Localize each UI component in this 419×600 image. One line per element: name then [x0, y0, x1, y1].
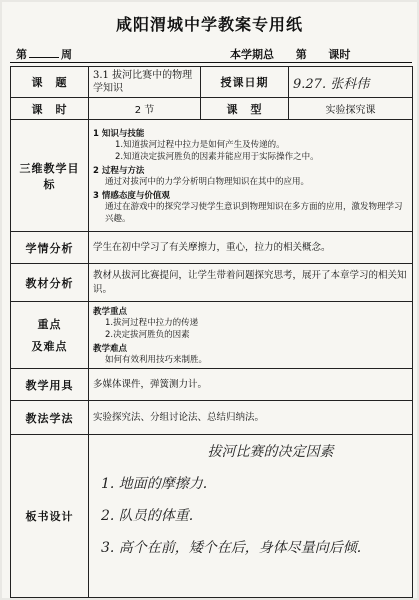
goal-3-text: 通过在游戏中的探究学习使学生意识到物理知识在多方面的应用，激发物理学习兴趣。 — [105, 202, 403, 224]
method-value: 实验探究法、分组讨论法、总结归纳法。 — [89, 401, 413, 435]
week-field — [16, 46, 72, 62]
board-line-2: 2. 队员的体重. — [101, 508, 194, 524]
week-blank — [29, 57, 59, 58]
method-row — [11, 401, 413, 435]
date-label: 授课日期 — [201, 67, 289, 98]
difficulty-title: 教学难点 — [93, 344, 128, 354]
class-suffix: 课时 — [328, 48, 351, 61]
material-label: 教材分析 — [11, 264, 89, 302]
type-label: 课 型 — [201, 98, 289, 120]
class-prefix: 第 — [295, 48, 307, 61]
learning-value: 学生在初中学习了有关摩擦力，重心，拉力的相关概念。 — [89, 232, 413, 264]
topic-value: 3.1 拔河比赛中的物理学知识 — [89, 67, 201, 98]
lesson-plan-table — [10, 66, 413, 598]
board-line-3: 3. 高个在前，矮个在后，身体尽量向后倾. — [101, 540, 362, 556]
hours-value: 2 节 — [89, 98, 201, 120]
lesson-count-field — [230, 46, 350, 62]
goals-label: 三维教学目 标 — [11, 120, 89, 232]
hours-row — [11, 98, 413, 120]
learning-row — [11, 232, 413, 264]
term-total-label: 本学期总 — [230, 48, 274, 61]
board-content — [89, 435, 413, 598]
goals-content — [89, 120, 413, 232]
material-row — [11, 264, 413, 302]
board-label: 板书设计 — [11, 435, 89, 598]
key-points-content — [89, 302, 413, 369]
topic-label: 课 题 — [11, 67, 89, 98]
key-points-row — [11, 302, 413, 369]
goal-1-title: 1 知识与技能 — [93, 129, 145, 139]
date-value: 9.27. 张科伟 — [289, 67, 413, 98]
header-rule — [10, 62, 412, 63]
hours-label: 课 时 — [11, 98, 89, 120]
board-title: 拔河比赛的决定因素 — [207, 444, 334, 460]
goal-1-item-2: 2.知道决定拔河胜负的因素并能应用于实际操作之中。 — [115, 152, 319, 162]
type-value: 实验探究课 — [289, 98, 413, 120]
tools-value: 多媒体课件，弹簧测力计。 — [89, 369, 413, 401]
difficulty-text: 如何有效利用技巧来制胜。 — [105, 355, 208, 365]
focus-item-1: 1.拔河过程中拉力的传递 — [105, 318, 199, 328]
key-label-line-1: 重点 — [37, 318, 62, 331]
goal-2-text: 通过对拔河中的力学分析明白物理知识在其中的应用。 — [105, 177, 310, 187]
lesson-plan-sheet — [2, 2, 417, 598]
week-suffix: 周 — [61, 48, 72, 61]
week-prefix: 第 — [16, 48, 27, 61]
key-points-label — [11, 302, 89, 369]
focus-title: 教学重点 — [93, 307, 128, 317]
goal-3-title: 3 情感态度与价值观 — [93, 191, 170, 201]
topic-row — [11, 67, 413, 98]
material-value: 教材从拔河比赛提问，让学生带着问题探究思考，展开了本章学习的相关知识。 — [89, 264, 413, 302]
board-row — [11, 435, 413, 598]
goal-1-item-1: 1.知道拔河过程中拉力是如何产生及传递的。 — [115, 140, 285, 150]
goal-2-title: 2 过程与方法 — [93, 166, 145, 176]
learning-label: 学情分析 — [11, 232, 89, 264]
method-label: 教法学法 — [11, 401, 89, 435]
tools-label: 教学用具 — [11, 369, 89, 401]
goals-row — [11, 120, 413, 232]
sheet-title: 咸阳渭城中学教案专用纸 — [115, 15, 303, 34]
tools-row — [11, 369, 413, 401]
focus-item-2: 2.决定拔河胜负的因素 — [105, 330, 190, 340]
key-label-line-2: 及难点 — [31, 340, 68, 353]
board-line-1: 1. 地面的摩擦力. — [101, 476, 208, 492]
